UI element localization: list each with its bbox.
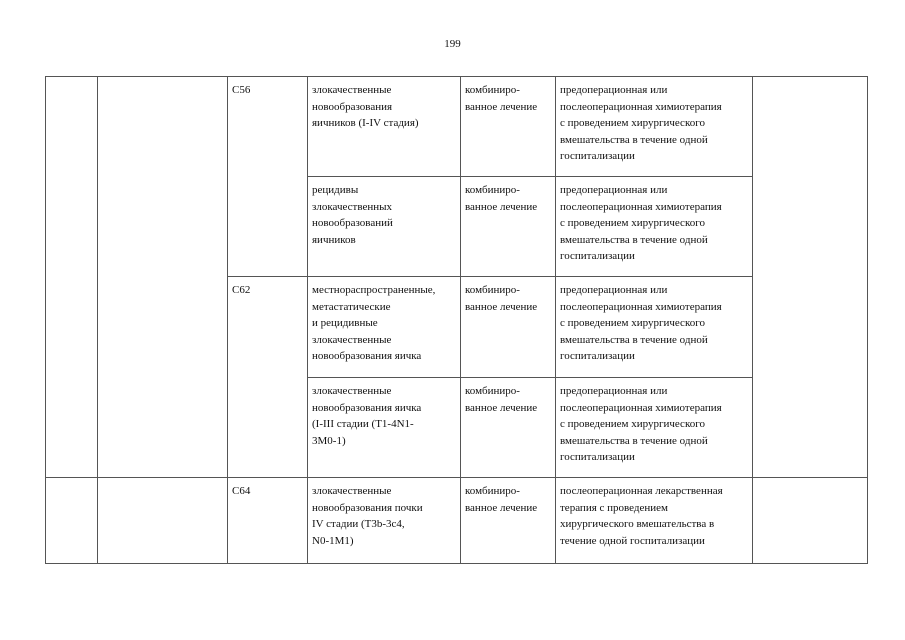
diagnosis-code-cell: C62 bbox=[228, 277, 308, 478]
blank-cell bbox=[98, 77, 228, 478]
diagnosis-cell: злокачественные новообразования яичка (I-III стадии (T1-4N1- 3M0-1) bbox=[308, 378, 461, 478]
blank-cell bbox=[753, 478, 868, 564]
treatment-type-cell: комбиниро- ванное лечение bbox=[461, 378, 556, 478]
treatment-method-cell: послеоперационная лекарственная терапия с проведением хирургического вмешательства в течение одной госпитализации bbox=[556, 478, 753, 564]
page-number: 199 bbox=[444, 38, 461, 50]
treatment-method-cell: предоперационная или послеоперационная химиотерапия с проведением хирургического вмешательства в течение одной госпитализации bbox=[556, 277, 753, 378]
treatment-type-cell: комбиниро- ванное лечение bbox=[461, 77, 556, 177]
diagnosis-cell: злокачественные новообразования яичников (I-IV стадия) bbox=[308, 77, 461, 177]
treatment-method-cell: предоперационная или послеоперационная химиотерапия с проведением хирургического вмешательства в течение одной госпитализации bbox=[556, 77, 753, 177]
blank-cell bbox=[98, 478, 228, 564]
diagnosis-code-cell: C56 bbox=[228, 77, 308, 277]
diagnosis-cell: местнораспространенные, метастатические и рецидивные злокачественные новообразования яичка bbox=[308, 277, 461, 378]
diagnosis-cell: злокачественные новообразования почки IV стадии (T3b-3c4, N0-1M1) bbox=[308, 478, 461, 564]
table-row bbox=[46, 478, 868, 564]
treatment-type-cell: комбиниро- ванное лечение bbox=[461, 478, 556, 564]
diagnosis-cell: рецидивы злокачественных новообразований яичников bbox=[308, 177, 461, 277]
treatment-type-cell: комбиниро- ванное лечение bbox=[461, 177, 556, 277]
treatment-type-cell: комбиниро- ванное лечение bbox=[461, 277, 556, 378]
treatment-method-cell: предоперационная или послеоперационная химиотерапия с проведением хирургического вмешательства в течение одной госпитализации bbox=[556, 378, 753, 478]
table-row bbox=[46, 77, 868, 177]
blank-cell bbox=[46, 478, 98, 564]
blank-cell bbox=[753, 77, 868, 478]
treatment-method-cell: предоперационная или послеоперационная химиотерапия с проведением хирургического вмешательства в течение одной госпитализации bbox=[556, 177, 753, 277]
blank-cell bbox=[46, 77, 98, 478]
diagnosis-code-cell: C64 bbox=[228, 478, 308, 564]
treatment-table bbox=[45, 76, 868, 564]
